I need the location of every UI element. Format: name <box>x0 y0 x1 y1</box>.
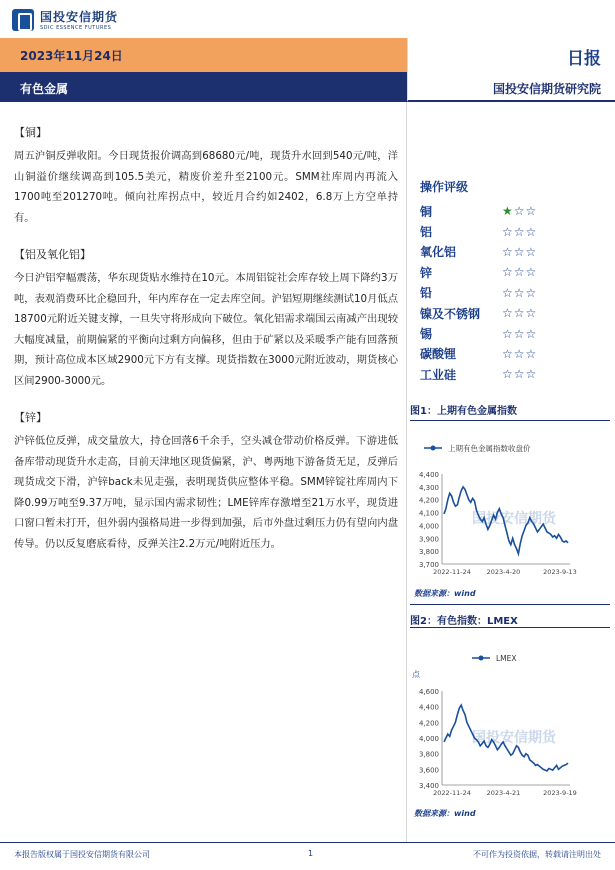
rating-title: 操作评级 <box>420 180 469 194</box>
y-tick-label: 4,400 <box>418 471 439 479</box>
y-tick-label: 4,200 <box>418 719 439 728</box>
section-title: 【铝及氧化铝】 <box>14 248 91 261</box>
logo-name-cn: 国投安信期货 <box>40 10 119 24</box>
x-tick-label: 2023-4-21 <box>486 789 521 797</box>
legend-marker <box>431 446 436 451</box>
rating-row <box>420 201 600 221</box>
rating-row <box>420 283 600 303</box>
rating-metal-name: 氧化铝 <box>420 245 457 260</box>
y-tick-label: 3,600 <box>418 766 439 775</box>
x-tick-label: 2022-11-24 <box>433 568 471 576</box>
y-tick-label: 4,100 <box>418 509 439 518</box>
figure-divider <box>410 627 610 628</box>
legend-label: 上期有色金属指数收盘价 <box>448 444 531 453</box>
institute-name: 国投安信期货研究院 <box>492 82 601 96</box>
rating-metal-name: 镍及不锈钢 <box>420 306 481 321</box>
x-tick-label: 2023-9-19 <box>543 789 577 797</box>
figure-2 <box>410 612 610 627</box>
legend-label: LMEX <box>496 654 517 663</box>
y-tick-label: 3,900 <box>418 535 439 544</box>
footer-copyright: 本报告版权属于国投安信期货有限公司 <box>14 850 150 859</box>
chart-shfe-nonferrous-index <box>410 432 610 582</box>
rating-row <box>420 364 600 384</box>
rating-row <box>420 344 600 364</box>
x-tick-label: 2022-11-24 <box>433 789 471 797</box>
category-bar <box>0 72 615 102</box>
section-text: 周五沪铜反弹收阳。今日现货报价调高到68680元/吨，现货升水回到540元/吨，洋山铜溢价继续调高到105.5美元，精废价差升至2100元。SMM社库周内再流入1700吨至201270吨。倾向社库拐点中，较近月合约如2402，6.8万上方空单持有。 <box>14 150 398 224</box>
rating-metal-name: 锌 <box>420 265 433 280</box>
report-category: 有色金属 <box>20 82 69 96</box>
chart-watermark: 国投安信期货 <box>472 511 556 527</box>
rating-metal-name: 铅 <box>420 286 433 301</box>
rating-metal-name: 锡 <box>420 327 433 342</box>
legend-marker <box>479 656 484 661</box>
rating-row <box>420 221 600 241</box>
y-axis-unit: 点 <box>412 670 420 679</box>
rating-panel <box>420 178 600 385</box>
rating-metal-name: 工业硅 <box>420 367 457 382</box>
section-title: 【锌】 <box>14 411 47 424</box>
chart-lmex-index <box>410 645 610 805</box>
page-footer <box>0 842 615 870</box>
footer-disclaimer: 不可作为投资依据，转载请注明出处 <box>473 850 601 859</box>
rating-stars-icon: ★☆☆ <box>502 204 538 219</box>
logo-icon <box>12 9 34 31</box>
figure-divider <box>410 604 610 605</box>
rating-stars-icon: ☆☆☆ <box>502 224 538 239</box>
rating-metal-name: 碳酸锂 <box>420 347 457 362</box>
report-type: 日报 <box>567 49 601 69</box>
section-zinc <box>14 409 398 554</box>
x-tick-label: 2023-9-13 <box>543 568 577 576</box>
section-aluminum <box>14 246 398 391</box>
y-tick-label: 3,400 <box>418 782 439 790</box>
rating-stars-icon: ☆☆☆ <box>502 367 538 382</box>
page-number: 1 <box>308 849 314 858</box>
rating-row <box>420 242 600 262</box>
figure-caption: 图2：有色指数：LMEX <box>410 616 518 627</box>
rating-stars-icon: ☆☆☆ <box>502 285 538 300</box>
rating-stars-icon: ☆☆☆ <box>502 346 538 361</box>
rating-metal-name: 铝 <box>420 225 433 240</box>
logo-name-en: SDIC ESSENCE FUTURES <box>40 25 112 31</box>
rating-stars-icon: ☆☆☆ <box>502 326 538 341</box>
figure-caption: 图1：上期有色金属指数 <box>410 402 610 421</box>
commentary-column <box>14 124 398 554</box>
y-tick-label: 4,400 <box>418 703 439 712</box>
y-tick-label: 4,000 <box>418 735 439 743</box>
y-tick-label: 4,300 <box>418 483 439 492</box>
section-title: 【铜】 <box>14 126 47 139</box>
section-text: 沪锌低位反弹，成交量放大，持仓回落6千余手，空头减仓带动价格反弹。下游进低备库带动现货升水走高，目前天津地区现货偏紧，沪、粤两地下游备货无足，反弹后现货成交下滑，沪锌back未见走强，表明现货供应整体平稳。SMM锌锭社库周内下降0.99万吨至9.37万吨，显示国内需求韧性；LME锌库存激增至21万水平，现货进口窗口暂未打开，但外弱内强格局进一步得到加强，后市外盘过剩压力仍有望向内盘传导。仍以反复磨底看待，反弹关注2.2万元/吨附近压力。 <box>14 435 398 550</box>
rating-metal-name: 铜 <box>420 204 433 219</box>
figure-source: 数据来源：wind <box>414 809 476 818</box>
figure-source: 数据来源：wind <box>414 589 476 598</box>
section-copper <box>14 124 398 228</box>
rating-row <box>420 323 600 343</box>
rating-stars-icon: ☆☆☆ <box>502 265 538 280</box>
y-tick-label: 4,200 <box>418 496 439 505</box>
y-tick-label: 3,700 <box>418 561 439 569</box>
y-tick-label: 4,600 <box>418 688 439 696</box>
rating-row <box>420 303 600 323</box>
report-date: 2023年11月24日 <box>20 49 123 63</box>
company-logo <box>12 8 118 31</box>
section-text: 今日沪铝窄幅震荡，华东现货贴水维持在10元。本周铝锭社会库存较上周下降约3万吨，表观消费环比企稳回升，年内库存在一定去库空间。沪铝短期继续测试10月低点18700元附近关键支撑，一旦失守将形成向下破位。氧化铝需求端国云南减产出现较大幅度减量，前期偏紧的平衡向过剩方向偏移，但由于矿紧以及采暖季产能有回落预期，预计高位成本区域2900元下方有支撑。现货指数在3000元附近波动，期货核心区间2900-3000元。 <box>14 272 398 387</box>
rating-stars-icon: ☆☆☆ <box>502 244 538 259</box>
y-tick-label: 3,800 <box>418 548 439 557</box>
y-tick-label: 3,800 <box>418 750 439 759</box>
rating-stars-icon: ☆☆☆ <box>502 306 538 321</box>
column-divider <box>406 102 407 842</box>
y-tick-label: 4,000 <box>418 522 439 531</box>
date-bar <box>0 38 615 72</box>
x-tick-label: 2023-4-20 <box>486 568 521 576</box>
chart-watermark: 国投安信期货 <box>472 730 556 746</box>
figure-1 <box>410 402 610 421</box>
rating-row <box>420 262 600 282</box>
